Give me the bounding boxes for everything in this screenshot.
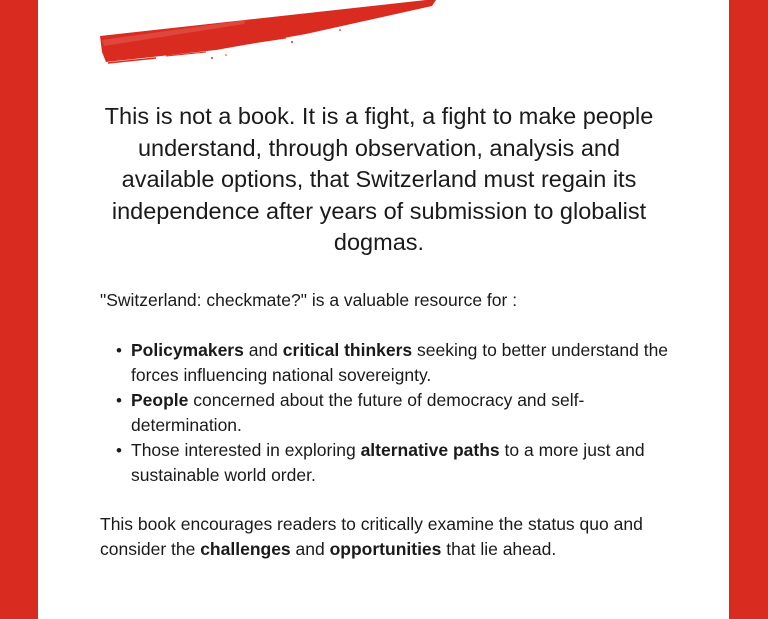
intro-statement: This is not a book. It is a fight, a fight to make people understand, through observation, analysis and available options, that Switzerland must regain its independence after years of submission to globalist dogmas. <box>104 103 654 255</box>
bold-term: opportunities <box>329 539 442 559</box>
red-brush-stroke <box>96 0 436 70</box>
text-span: Those interested in exploring <box>131 440 361 460</box>
right-red-bar <box>729 0 768 619</box>
list-item <box>100 338 680 388</box>
bold-term: alternative paths <box>360 440 500 460</box>
list-item <box>100 438 680 488</box>
text-span: and <box>243 340 283 360</box>
bold-term: challenges <box>200 539 291 559</box>
list-item <box>100 388 680 438</box>
bold-term: critical thinkers <box>282 340 413 360</box>
text-span: This book encourages readers to critically examine the status quo and consider the <box>100 514 643 559</box>
text-span: that lie ahead. <box>441 539 557 559</box>
closing-paragraph <box>100 512 670 562</box>
bold-term: People <box>131 390 189 410</box>
text-span: and <box>290 539 330 559</box>
text-span: seeking to better understand the forces influencing national sovereignty. <box>131 340 669 385</box>
text-span: concerned about the future of democracy and self-determination. <box>131 390 585 435</box>
bold-term: Policymakers <box>131 340 244 360</box>
left-red-bar <box>0 0 38 619</box>
text-span: to a more just and sustainable world order. <box>131 440 645 485</box>
audience-list <box>100 338 680 488</box>
resource-line: "Switzerland: checkmate?" is a valuable resource for : <box>100 290 518 310</box>
